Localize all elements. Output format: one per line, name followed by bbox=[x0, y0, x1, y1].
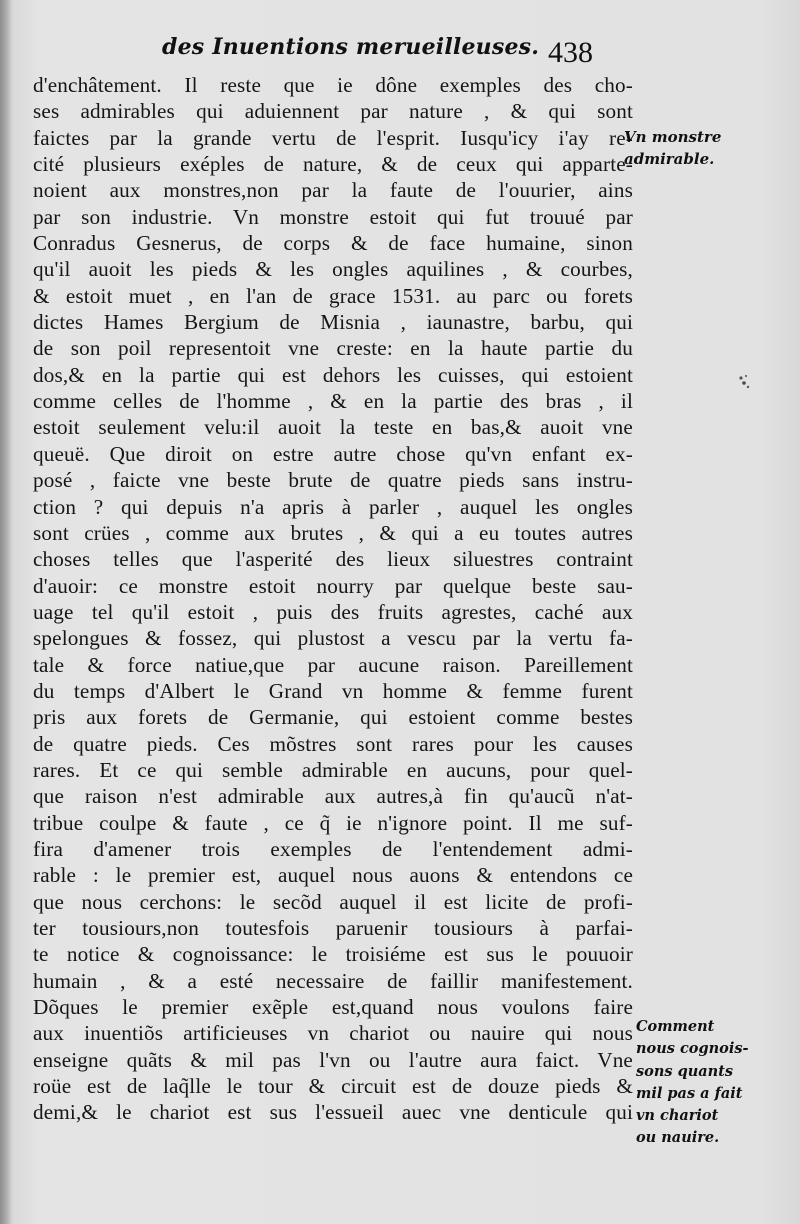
text-line: Conradus Gesnerus, de corps & de face humaine, sinon bbox=[33, 231, 633, 256]
running-head: des Inuentions merueilleuses. bbox=[162, 34, 540, 60]
text-line: d'auoir: ce monstre estoit nourry par quelque beste sau- bbox=[33, 573, 633, 598]
text-line: dictes Hames Bergium de Misnia , iaunastre, barbu, qui bbox=[33, 310, 633, 335]
text-line: tale & force natiue,que par aucune raison. Pareillement bbox=[33, 652, 633, 677]
text-line: humain , & a esté necessaire de faillir manifestement. bbox=[33, 968, 633, 993]
text-line: choses telles que l'asperité des lieux siluestres contraint bbox=[33, 547, 633, 572]
text-line: te notice & cognoissance: le troisiéme est sus le pouuoir bbox=[33, 942, 633, 967]
text-line: de quatre pieds. Ces mõstres sont rares pour les causes bbox=[33, 731, 633, 756]
margin-note-comment bbox=[636, 1016, 749, 1150]
text-line: Dõques le premier exẽple est,quand nous voulons faire bbox=[33, 995, 633, 1020]
text-line: cité plusieurs exéples de nature, & de ceux qui apparte- bbox=[33, 152, 633, 177]
text-line: d'enchâtement. Il reste que ie dône exemples des cho- bbox=[33, 73, 633, 97]
text-line: roüe est de laq̃lle le tour & circuit est de douze pieds & bbox=[33, 1074, 633, 1099]
text-line: enseigne quãts & mil pas l'vn ou l'autre aura faict. Vne bbox=[33, 1047, 633, 1072]
text-line: fira d'amener trois exemples de l'entendement admi- bbox=[33, 836, 633, 861]
margin-note-line: nous cognois- bbox=[636, 1040, 749, 1058]
text-line: aux inuentiõs artificieuses vn chariot ou nauire qui nous bbox=[33, 1021, 633, 1046]
text-line: demi,& le chariot est sus l'essueil auec vne denticule qui bbox=[33, 1100, 633, 1125]
text-line: pris aux forets de Germanie, qui estoient comme bestes bbox=[33, 705, 633, 730]
margin-note-line: ou nauire. bbox=[636, 1129, 720, 1147]
text-line: estoit seulement velu:il auoit la teste en bas,& auoit vne bbox=[33, 415, 633, 440]
text-line: noient aux monstres,non par la faute de l'ouurier, ains bbox=[33, 178, 633, 203]
margin-note-line: Comment bbox=[636, 1018, 715, 1035]
margin-note-line: vn chariot bbox=[636, 1107, 719, 1125]
text-line: rares. Et ce qui semble admirable en aucuns, pour quel- bbox=[33, 757, 633, 782]
text-line: qu'il auoit les pieds & les ongles aquilines , & courbes, bbox=[33, 257, 633, 282]
text-line: ses admirables qui aduiennent par nature , & qui sont bbox=[33, 99, 633, 124]
text-line: ction ? qui depuis n'a apris à parler , auquel les ongles bbox=[33, 494, 633, 519]
text-line: ter tousiours,non toutesfois paruenir tousiours à parfai- bbox=[33, 916, 633, 940]
text-line: par son industrie. Vn monstre estoit qui fut trouué par bbox=[33, 204, 633, 229]
text-line: queuë. Que diroit on estre autre chose qu'vn enfant ex- bbox=[33, 441, 633, 466]
text-line: spelongues & fossez, qui plustost a vescu par la vertu fa- bbox=[33, 626, 633, 651]
text-line: uage tel qu'il estoit , puis des fruits agrestes, caché aux bbox=[33, 599, 633, 624]
margin-note-line: admirable. bbox=[624, 150, 715, 168]
text-line: de son poil representoit vne creste: en la haute partie du bbox=[33, 336, 633, 361]
ink-speck-icon bbox=[736, 372, 752, 392]
text-line: que nous cerchons: le secõd auquel il est licite de profi- bbox=[33, 889, 633, 914]
margin-note-line: mil pas a fait bbox=[636, 1084, 743, 1102]
page-number: 438 bbox=[548, 36, 593, 69]
margin-note-line: sons quants bbox=[636, 1062, 734, 1080]
text-line: du temps d'Albert le Grand vn homme & femme furent bbox=[33, 678, 633, 703]
text-line: rable : le premier est, auquel nous auons & entendons ce bbox=[33, 863, 633, 888]
text-line: posé , faicte vne beste brute de quatre pieds sans instru- bbox=[33, 468, 633, 493]
text-line: sont crües , comme aux brutes , & qui a eu toutes autres bbox=[33, 520, 633, 545]
body-text bbox=[33, 72, 633, 1126]
margin-note-monstre bbox=[624, 126, 721, 170]
text-line: faictes par la grande vertu de l'esprit. Iusqu'icy i'ay re- bbox=[33, 125, 633, 150]
text-line: que raison n'est admirable aux autres,à fin qu'aucũ n'at- bbox=[33, 784, 633, 809]
margin-note-line: Vn monstre bbox=[624, 128, 722, 146]
text-line: & estoit muet , en l'an de grace 1531. au parc ou forets bbox=[33, 283, 633, 308]
ink-speck bbox=[736, 372, 752, 392]
gutter-shadow bbox=[0, 0, 12, 1224]
text-line: comme celles de l'homme , & en la partie des bras , il bbox=[33, 389, 633, 414]
text-line: dos,& en la partie qui est dehors les cuisses, qui estoient bbox=[33, 362, 633, 387]
text-line: tribue coulpe & faute , ce q̃ ie n'ignore point. Il me suf- bbox=[33, 810, 633, 835]
